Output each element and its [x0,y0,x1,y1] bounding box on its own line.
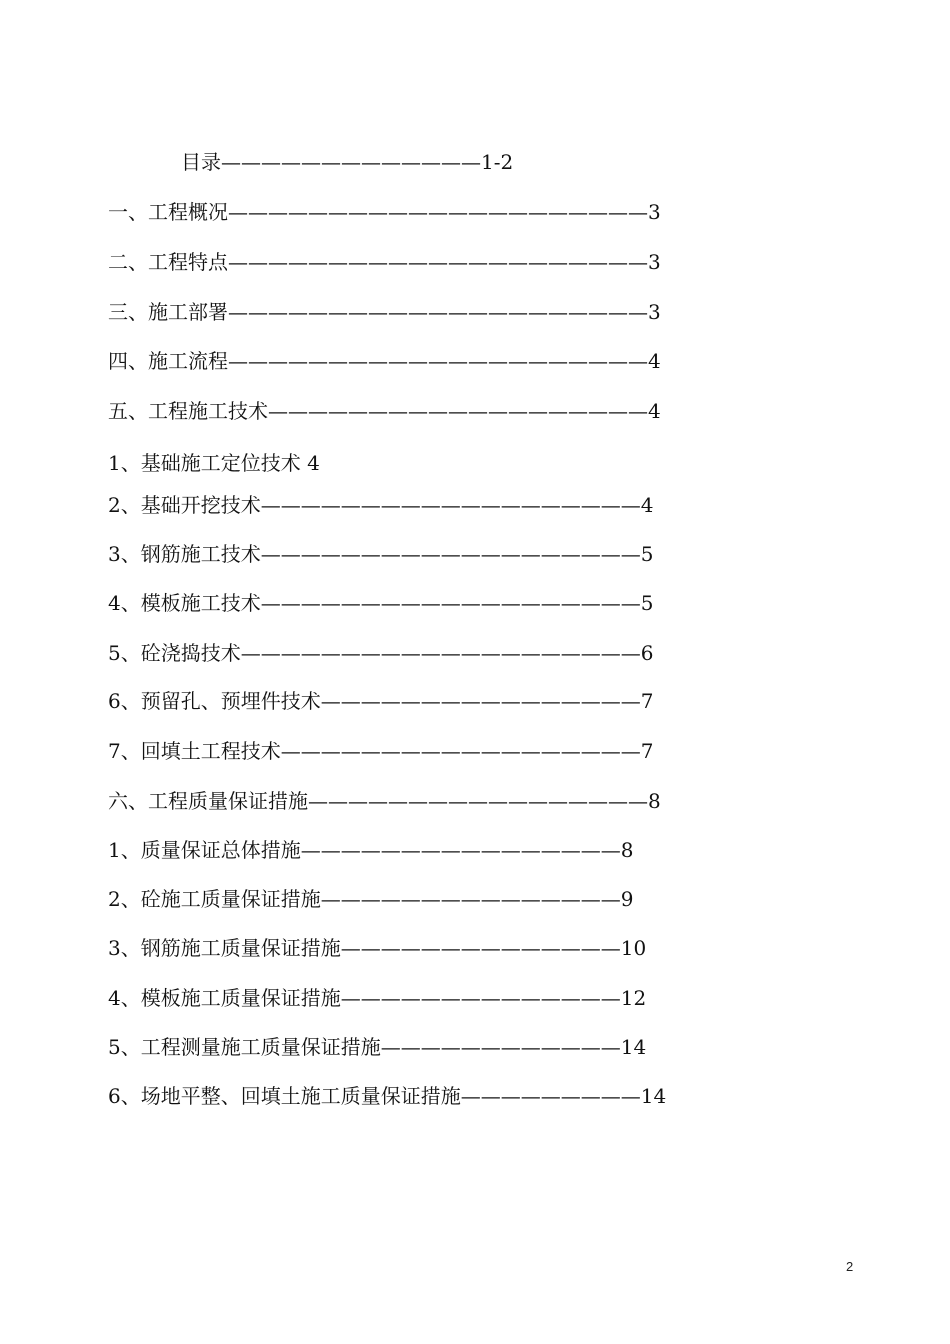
toc-entry-5-2: 2、基础开挖技术———————————————————4 [108,493,654,517]
toc-entry-5: 五、工程施工技术———————————————————4 [108,399,661,423]
toc-entry-6-1: 1、质量保证总体措施————————————————8 [108,838,634,862]
toc-entry-4: 四、施工流程—————————————————————4 [108,349,661,373]
toc-entry-5-7: 7、回填土工程技术——————————————————7 [108,739,654,763]
toc-entry-6-3: 3、钢筋施工质量保证措施——————————————10 [108,936,647,960]
toc-entry-1: 一、工程概况—————————————————————3 [108,200,661,224]
toc-entry-3: 三、施工部署—————————————————————3 [108,300,661,324]
toc-entry-6-5: 5、工程测量施工质量保证措施————————————14 [108,1035,647,1059]
toc-entry-5-3: 3、钢筋施工技术———————————————————5 [108,542,654,566]
toc-entry-6-6: 6、场地平整、回填土施工质量保证措施—————————14 [108,1084,667,1108]
toc-entry-2: 二、工程特点—————————————————————3 [108,250,661,274]
toc-entry-5-1: 1、基础施工定位技术 4 [108,451,320,475]
toc-entry-5-6: 6、预留孔、预埋件技术————————————————7 [108,689,654,713]
toc-entry-5-5: 5、砼浇捣技术————————————————————6 [108,641,654,665]
page-number: 2 [846,1259,854,1274]
toc-entry-contents: 目录—————————————1-2 [181,150,514,174]
toc-entry-5-4: 4、模板施工技术———————————————————5 [108,591,654,615]
toc-entry-6: 六、工程质量保证措施—————————————————8 [108,789,661,813]
toc-entry-6-2: 2、砼施工质量保证措施———————————————9 [108,887,634,911]
toc-entry-6-4: 4、模板施工质量保证措施——————————————12 [108,986,647,1010]
